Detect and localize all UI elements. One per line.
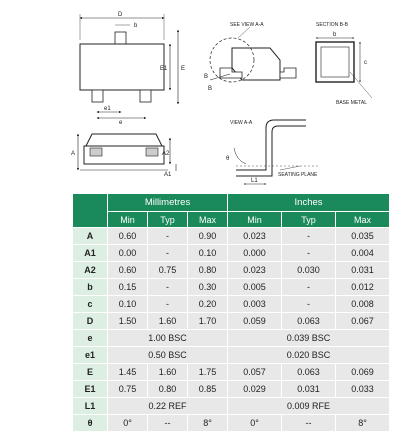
dimension-value: 0.012 xyxy=(336,279,390,296)
view-aa xyxy=(226,120,318,184)
dimension-symbol: A2 xyxy=(73,262,108,279)
dimension-value: 0.60 xyxy=(108,228,148,245)
table-row xyxy=(73,381,390,398)
subheader-in-typ: Typ xyxy=(282,212,336,228)
dimension-value: 8° xyxy=(188,415,228,432)
dimension-value-merged: 1.00 BSC xyxy=(108,330,228,347)
dimension-symbol: A1 xyxy=(73,245,108,262)
dimension-value-merged: 0.22 REF xyxy=(108,398,228,415)
dimension-symbol: θ xyxy=(73,415,108,432)
section-b-lower-label: B xyxy=(208,86,213,92)
dimension-value: 0.003 xyxy=(228,296,282,313)
dimension-value: 0.067 xyxy=(336,313,390,330)
dimension-value: 0.80 xyxy=(188,262,228,279)
dimension-symbol: E xyxy=(73,364,108,381)
dimension-symbol: D xyxy=(73,313,108,330)
dimension-value: 0.031 xyxy=(336,262,390,279)
dimension-value-merged: 0.039 BSC xyxy=(228,330,390,347)
dimension-value: 0.033 xyxy=(336,381,390,398)
dimension-value: - xyxy=(282,228,336,245)
dim-A2-label: A2 xyxy=(162,151,170,157)
dimension-value: 0.10 xyxy=(188,245,228,262)
dimension-symbol: e xyxy=(73,330,108,347)
dim-b-label: b xyxy=(134,23,138,29)
section-b-dim-label: b xyxy=(333,32,337,38)
dimension-value-merged: 0.020 BSC xyxy=(228,347,390,364)
header-inches: Inches xyxy=(228,194,390,212)
dimension-value: 1.75 xyxy=(188,364,228,381)
table-row xyxy=(73,262,390,279)
subheader-in-min: Min xyxy=(228,212,282,228)
dim-E-label: E xyxy=(181,66,186,72)
top-lead xyxy=(115,32,126,44)
dimension-symbol: A xyxy=(73,228,108,245)
dimension-value: - xyxy=(148,245,188,262)
dimension-value: 0.75 xyxy=(148,262,188,279)
subheader-mm-typ: Typ xyxy=(148,212,188,228)
dimension-value: 0.80 xyxy=(148,381,188,398)
dimension-value: 0.008 xyxy=(336,296,390,313)
dimension-value: 0.035 xyxy=(336,228,390,245)
subheader-in-max: Max xyxy=(336,212,390,228)
dim-e1-label: e1 xyxy=(104,106,111,112)
dimension-value-merged: 0.50 BSC xyxy=(108,347,228,364)
table-row xyxy=(73,245,390,262)
dimension-value: 0.00 xyxy=(108,245,148,262)
side-view xyxy=(71,134,176,178)
dimension-value: 0.023 xyxy=(228,228,282,245)
table-row xyxy=(73,364,390,381)
dimension-value: 0.069 xyxy=(336,364,390,381)
dimension-value: 1.45 xyxy=(108,364,148,381)
dimension-value: 0.10 xyxy=(108,296,148,313)
bottom-lead-right xyxy=(140,90,151,102)
dim-A-label: A xyxy=(71,151,76,157)
iso-view xyxy=(204,22,296,92)
dimension-symbol: c xyxy=(73,296,108,313)
table-row xyxy=(73,415,390,432)
dimension-value: 0.60 xyxy=(108,262,148,279)
dimension-value: - xyxy=(282,245,336,262)
dimension-value: 0.031 xyxy=(282,381,336,398)
dim-c-label: c xyxy=(364,60,367,66)
table-row xyxy=(73,398,390,415)
dimension-value: 1.60 xyxy=(148,313,188,330)
dimension-value: 8° xyxy=(336,415,390,432)
base-metal-label: BASE METAL xyxy=(336,100,368,106)
dimension-value: - xyxy=(148,228,188,245)
table-corner xyxy=(73,194,108,228)
table-row xyxy=(73,279,390,296)
dimension-value: - xyxy=(282,296,336,313)
dimension-value: - xyxy=(148,296,188,313)
dimension-symbol: b xyxy=(73,279,108,296)
dim-A1-label: A1 xyxy=(164,172,172,178)
dimension-symbol: L1 xyxy=(73,398,108,415)
dimension-value: 0.030 xyxy=(282,262,336,279)
dimension-value: 0.75 xyxy=(108,381,148,398)
section-b-b xyxy=(316,22,372,106)
package-body xyxy=(80,44,164,90)
dim-e-label: e xyxy=(119,120,123,126)
theta-label: θ xyxy=(226,156,230,162)
table-row xyxy=(73,330,390,347)
table-row xyxy=(73,228,390,245)
dimension-value: 0.057 xyxy=(228,364,282,381)
dimensions-table-body xyxy=(73,228,390,432)
dimension-symbol: e1 xyxy=(73,347,108,364)
dimension-symbol: E1 xyxy=(73,381,108,398)
dimension-value: 0° xyxy=(108,415,148,432)
dimension-value: 1.60 xyxy=(148,364,188,381)
dimensions-table xyxy=(72,193,390,432)
dimension-value: 0.20 xyxy=(188,296,228,313)
dimension-value: 0.063 xyxy=(282,313,336,330)
dimension-value: 0.85 xyxy=(188,381,228,398)
bottom-lead-left xyxy=(92,90,103,102)
dimension-value: 0.30 xyxy=(188,279,228,296)
dimension-value: 0.005 xyxy=(228,279,282,296)
section-bb-title: SECTION B-B xyxy=(316,22,348,28)
dimension-value: -- xyxy=(282,415,336,432)
dim-D-label: D xyxy=(118,12,123,18)
dimension-value: - xyxy=(148,279,188,296)
seating-plane-label: SEATING PLANE xyxy=(278,172,318,178)
package-outline-drawing xyxy=(0,0,400,192)
dimension-value: 0.004 xyxy=(336,245,390,262)
dimension-value: - xyxy=(282,279,336,296)
dimension-value-merged: 0.009 RFE xyxy=(228,398,390,415)
dimension-value: 1.70 xyxy=(188,313,228,330)
dimension-value: -- xyxy=(148,415,188,432)
subheader-mm-max: Max xyxy=(188,212,228,228)
section-b-upper-label: B xyxy=(204,74,209,80)
header-millimetres: Millimetres xyxy=(108,194,228,212)
dimension-value: 0.029 xyxy=(228,381,282,398)
top-view xyxy=(80,12,185,126)
see-view-aa-title: SEE VIEW A-A xyxy=(230,22,264,28)
table-row xyxy=(73,347,390,364)
dim-L1-label: L1 xyxy=(251,178,258,184)
dimension-value: 0.059 xyxy=(228,313,282,330)
dimension-value: 1.50 xyxy=(108,313,148,330)
subheader-mm-min: Min xyxy=(108,212,148,228)
dimension-value: 0.000 xyxy=(228,245,282,262)
dimension-value: 0.15 xyxy=(108,279,148,296)
table-row xyxy=(73,296,390,313)
dimension-value: 0.063 xyxy=(282,364,336,381)
table-row xyxy=(73,313,390,330)
dimension-value: 0.023 xyxy=(228,262,282,279)
dimension-value: 0.90 xyxy=(188,228,228,245)
view-aa-label: VIEW A-A xyxy=(230,120,253,126)
dimension-value: 0° xyxy=(228,415,282,432)
dim-E1-label: E1 xyxy=(160,66,168,72)
